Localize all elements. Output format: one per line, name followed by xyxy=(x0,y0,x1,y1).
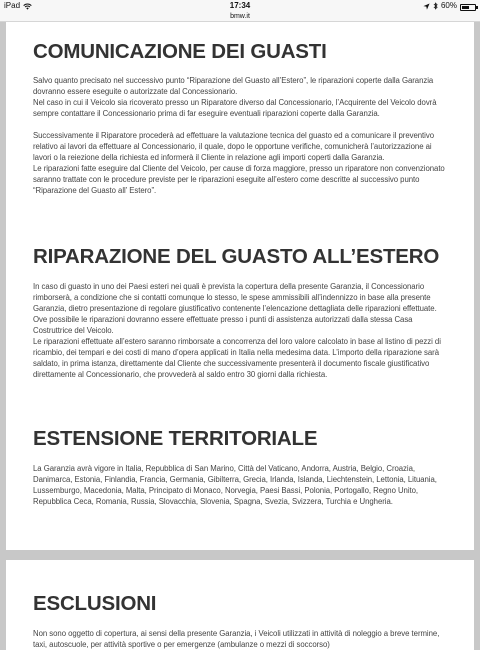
url-bar[interactable] xyxy=(0,12,480,22)
content-panel xyxy=(6,22,474,550)
section-title: ESTENSIONE TERRITORIALE xyxy=(33,427,318,450)
url-text: bmw.it xyxy=(230,13,250,20)
section-title: RIPARAZIONE DEL GUASTO ALL’ESTERO xyxy=(33,245,440,268)
status-time: 17:34 xyxy=(229,1,251,10)
status-bar xyxy=(0,0,480,12)
paragraph: Non sono oggetto di copertura, ai sensi della presente Garanzia, i Veicoli utilizzati in attività di noleggio a breve termine, taxi, autoscuole, per attività sportive o per emergenze (ambulanze o mezzi di soccorso) xyxy=(33,629,440,649)
section-comunicazione-guasti xyxy=(33,40,451,196)
paragraph: Nel caso in cui il Veicolo sia ricoverato presso un Riparatore diverso dal Concessionario, l’Acquirente del Veicolo dovrà sempre contattare il Concessionario prima di far eseguire eventuali riparazioni coperte dalla Garanzia. xyxy=(33,98,437,118)
paragraph: Le riparazioni effettuate all’estero saranno rimborsate a concorrenza del loro valore calcolato in base al listino di pezzi di ricambio, dei tempari e dei costi di mano d’opera applicati in Italia nella medesima data. L’importo della riparazione sarà saldato, in prima istanza, direttamente dal Cliente che successivamente presenterà il documento fiscale giustificativo direttamente al Concessionario, che provvederà al saldo entro 30 giorni dalla richiesta. xyxy=(33,337,441,379)
section-esclusioni xyxy=(33,592,451,650)
location-icon xyxy=(423,3,430,10)
section-title: COMUNICAZIONE DEI GUASTI xyxy=(33,40,327,63)
section-estensione-territoriale xyxy=(33,427,451,507)
bluetooth-icon xyxy=(433,2,438,10)
battery-icon xyxy=(460,4,476,11)
status-right xyxy=(423,0,476,12)
paragraph: Salvo quanto precisato nel successivo punto “Riparazione del Guasto all’Estero”, le riparazioni coperte dalla Garanzia dovranno essere eseguite o autorizzate dal Concessionario. xyxy=(33,76,434,96)
paragraph: Le riparazioni fatte eseguire dal Cliente del Veicolo, per cause di forza maggiore, presso un riparatore non convenzionato saranno trattate con le procedure previste per le riparazioni eseguite all’estero come descritte al successivo punto “Riparazione del Guasto all’ Estero”. xyxy=(33,164,445,195)
paragraph: Ove possibile le riparazioni dovranno essere effettuate presso i punti di assistenza autorizzati dalla stessa Casa Costruttrice del Veicolo. xyxy=(33,315,413,335)
battery-fill xyxy=(462,6,469,9)
device-name: iPad xyxy=(4,1,21,10)
section-title: ESCLUSIONI xyxy=(33,592,157,615)
section-riparazione-estero xyxy=(33,245,451,380)
battery-percent: 60% xyxy=(440,1,457,10)
paragraph: Successivamente il Riparatore procederà ad effettuare la valutazione tecnica del guasto ed a comunicare il preventivo relativo ai lavori da effettuare al Concessionario, il quale, dopo le opportune verifiche, comunicherà l’autorizzazione ai lavori o la reiezione della richiesta ed informerà il Cliente in relazione agli importi coperti dalla Garanzia. xyxy=(33,131,434,162)
content-panel xyxy=(6,560,474,650)
paragraph: La Garanzia avrà vigore in Italia, Repubblica di San Marino, Città del Vaticano, Andorra, Austria, Belgio, Croazia, Danimarca, Estonia, Finlandia, Francia, Germania, Gibilterra, Grecia, Irlanda, Islanda, Liechtenstein, Lettonia, Lituania, Lussemburgo, Macedonia, Malta, Principato di Monaco, Norvegia, Paesi Bassi, Polonia, Portogallo, Regno Unito, Repubblica Ceca, Romania, Russia, Slovacchia, Slovenia, Spagna, Svezia, Svizzera, Turchia e Ungheria. xyxy=(33,464,437,506)
paragraph: In caso di guasto in uno dei Paesi esteri nei quali è prevista la copertura della presente Garanzia, il Concessionario rimborserà, a condizione che si contatti comunque lo stesso, le spese ammissibili all’indennizzo in base alla presente Garanzia, dietro presentazione di regolare giustificativo contenente l’elencazione dettagliata delle riparazioni effettuate. xyxy=(33,282,437,313)
